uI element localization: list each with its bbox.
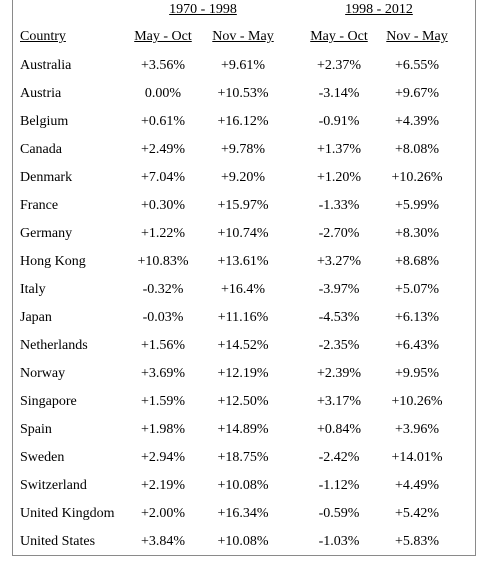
nov-may-1998-cell: +8.08% — [394, 142, 440, 157]
may-oct-1998-cell: -2.35% — [318, 338, 360, 353]
country-cell: Sweden — [20, 450, 65, 465]
nov-may-1970-cell: +14.52% — [217, 338, 269, 353]
may-oct-1970-cell: +10.83% — [137, 254, 189, 269]
table-row — [0, 506, 491, 534]
nov-may-1970-cell: +15.97% — [217, 198, 269, 213]
nov-may-1998-cell: +6.55% — [394, 58, 440, 73]
may-oct-1970-cell: +2.00% — [140, 506, 186, 521]
nov-may-1998-cell: +6.13% — [394, 310, 440, 325]
may-oct-1970-cell: +2.19% — [140, 478, 186, 493]
period-header-1998-2012: 1998 - 2012 — [345, 2, 413, 17]
table-row — [0, 450, 491, 478]
table-row — [0, 198, 491, 226]
country-cell: Belgium — [20, 114, 69, 129]
nov-may-1998-cell: +3.96% — [394, 422, 440, 437]
nov-may-1998-cell: +8.30% — [394, 226, 440, 241]
country-cell: Norway — [20, 366, 66, 381]
column-header-may-oct-1: May - Oct — [134, 29, 192, 44]
nov-may-1998-cell: +10.26% — [391, 170, 443, 185]
may-oct-1970-cell: +1.98% — [140, 422, 186, 437]
may-oct-1970-cell: +2.49% — [140, 142, 186, 157]
may-oct-1998-cell: +0.84% — [316, 422, 362, 437]
nov-may-1970-cell: +9.61% — [220, 58, 266, 73]
nov-may-1970-cell: +18.75% — [217, 450, 269, 465]
may-oct-1998-cell: -0.59% — [318, 506, 360, 521]
country-cell: France — [20, 198, 59, 213]
country-cell: Germany — [20, 226, 73, 241]
may-oct-1970-cell: +0.61% — [140, 114, 186, 129]
table-row — [0, 422, 491, 450]
country-cell: Switzerland — [20, 478, 87, 493]
nov-may-1970-cell: +12.19% — [217, 366, 269, 381]
country-cell: United Kingdom — [20, 506, 115, 521]
nov-may-1970-cell: +16.4% — [220, 282, 266, 297]
may-oct-1970-cell: -0.03% — [142, 310, 184, 325]
nov-may-1970-cell: +14.89% — [217, 422, 269, 437]
table-row — [0, 58, 491, 86]
may-oct-1970-cell: 0.00% — [144, 86, 182, 101]
table-row — [0, 310, 491, 338]
nov-may-1970-cell: +10.08% — [217, 478, 269, 493]
table-row — [0, 366, 491, 394]
may-oct-1998-cell: -1.33% — [318, 198, 360, 213]
may-oct-1998-cell: +2.39% — [316, 366, 362, 381]
column-header-nov-may-2: Nov - May — [386, 29, 448, 44]
country-cell: Italy — [20, 282, 46, 297]
table-row — [0, 394, 491, 422]
nov-may-1998-cell: +4.39% — [394, 114, 440, 129]
may-oct-1998-cell: -1.03% — [318, 534, 360, 549]
nov-may-1970-cell: +11.16% — [217, 310, 269, 325]
table-row — [0, 338, 491, 366]
table-row — [0, 226, 491, 254]
may-oct-1970-cell: -0.32% — [142, 282, 184, 297]
may-oct-1970-cell: +3.84% — [140, 534, 186, 549]
table-row — [0, 282, 491, 310]
nov-may-1998-cell: +5.99% — [394, 198, 440, 213]
may-oct-1998-cell: +2.37% — [316, 58, 362, 73]
may-oct-1970-cell: +3.56% — [140, 58, 186, 73]
country-cell: Denmark — [20, 170, 73, 185]
may-oct-1998-cell: +3.17% — [316, 394, 362, 409]
may-oct-1970-cell: +1.56% — [140, 338, 186, 353]
table-row — [0, 114, 491, 142]
table-row — [0, 86, 491, 114]
country-cell: United States — [20, 534, 96, 549]
country-cell: Australia — [20, 58, 72, 73]
country-cell: Singapore — [20, 394, 77, 409]
country-cell: Japan — [20, 310, 52, 325]
may-oct-1970-cell: +1.22% — [140, 226, 186, 241]
column-header-country: Country — [20, 29, 66, 44]
table-row — [0, 254, 491, 282]
nov-may-1970-cell: +13.61% — [217, 254, 269, 269]
may-oct-1998-cell: -2.70% — [318, 226, 360, 241]
may-oct-1970-cell: +3.69% — [140, 366, 186, 381]
nov-may-1970-cell: +12.50% — [217, 394, 269, 409]
may-oct-1998-cell: -1.12% — [318, 478, 360, 493]
nov-may-1970-cell: +9.20% — [220, 170, 266, 185]
table-row — [0, 534, 491, 562]
country-cell: Spain — [20, 422, 52, 437]
nov-may-1998-cell: +9.67% — [394, 86, 440, 101]
column-header-may-oct-2: May - Oct — [310, 29, 368, 44]
nov-may-1998-cell: +14.01% — [391, 450, 443, 465]
nov-may-1970-cell: +16.34% — [217, 506, 269, 521]
nov-may-1970-cell: +10.08% — [217, 534, 269, 549]
table-row — [0, 478, 491, 506]
may-oct-1998-cell: +1.37% — [316, 142, 362, 157]
may-oct-1998-cell: -2.42% — [318, 450, 360, 465]
nov-may-1998-cell: +5.07% — [394, 282, 440, 297]
table-row — [0, 142, 491, 170]
may-oct-1998-cell: +3.27% — [316, 254, 362, 269]
nov-may-1970-cell: +10.74% — [217, 226, 269, 241]
country-cell: Canada — [20, 142, 62, 157]
nov-may-1998-cell: +8.68% — [394, 254, 440, 269]
country-cell: Netherlands — [20, 338, 88, 353]
may-oct-1970-cell: +0.30% — [140, 198, 186, 213]
may-oct-1998-cell: -4.53% — [318, 310, 360, 325]
nov-may-1998-cell: +10.26% — [391, 394, 443, 409]
nov-may-1998-cell: +4.49% — [394, 478, 440, 493]
nov-may-1970-cell: +10.53% — [217, 86, 269, 101]
nov-may-1970-cell: +9.78% — [220, 142, 266, 157]
table-row — [0, 170, 491, 198]
may-oct-1998-cell: -3.14% — [318, 86, 360, 101]
nov-may-1998-cell: +9.95% — [394, 366, 440, 381]
nov-may-1998-cell: +5.83% — [394, 534, 440, 549]
may-oct-1998-cell: -0.91% — [318, 114, 360, 129]
may-oct-1970-cell: +7.04% — [140, 170, 186, 185]
may-oct-1970-cell: +1.59% — [140, 394, 186, 409]
may-oct-1998-cell: +1.20% — [316, 170, 362, 185]
period-header-1970-1998: 1970 - 1998 — [169, 2, 237, 17]
country-cell: Hong Kong — [20, 254, 86, 269]
nov-may-1998-cell: +5.42% — [394, 506, 440, 521]
nov-may-1970-cell: +16.12% — [217, 114, 269, 129]
nov-may-1998-cell: +6.43% — [394, 338, 440, 353]
may-oct-1970-cell: +2.94% — [140, 450, 186, 465]
column-header-nov-may-1: Nov - May — [212, 29, 274, 44]
country-cell: Austria — [20, 86, 62, 101]
may-oct-1998-cell: -3.97% — [318, 282, 360, 297]
